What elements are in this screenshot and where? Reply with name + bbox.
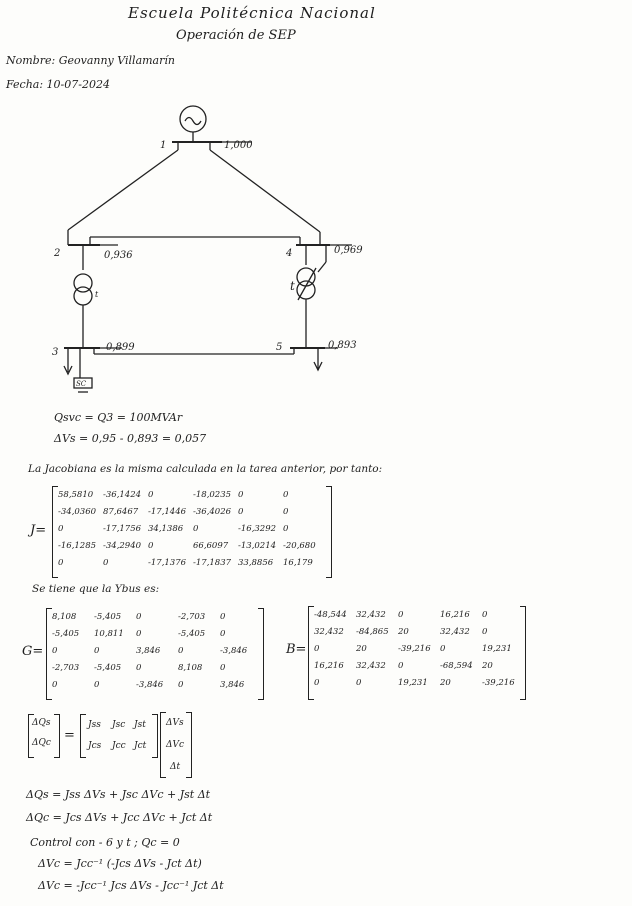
j-cell: 0 (148, 490, 154, 500)
bus-5-voltage: 0,893 (328, 340, 357, 351)
b-cell: 0 (482, 610, 488, 620)
j-cell: 0 (148, 541, 154, 551)
b-cell: -48,544 (314, 610, 347, 620)
g-cell: -5,405 (52, 629, 80, 639)
g-matrix-label: G= (22, 644, 44, 659)
j-cell: 0 (238, 507, 244, 517)
document-subtitle: Operación de SEP (176, 28, 296, 43)
g-cell: 0 (136, 629, 142, 639)
j-cell: -34,2940 (103, 541, 142, 551)
b-cell: -84,865 (356, 627, 389, 637)
b-cell: 32,432 (356, 661, 386, 671)
ybus-note: Se tiene que la Ybus es: (32, 583, 160, 595)
block-lhs-bottom: ΔQc (32, 738, 51, 748)
block-mid-bracket-right (152, 714, 158, 758)
j-cell: 58,5810 (58, 490, 94, 500)
b-cell: 20 (398, 627, 409, 637)
equation-dvc-1: ΔVc = Jcc⁻¹ (-Jcs ΔVs - Jct Δt) (38, 857, 202, 870)
jacobian-note: La Jacobiana es la misma calculada en la tarea anterior, por tanto: (28, 463, 383, 475)
block-jss: Jss (88, 720, 101, 730)
b-cell: 32,432 (314, 627, 344, 637)
block-jsc: Jsc (112, 720, 126, 730)
j-cell: -16,1285 (58, 541, 97, 551)
g-cell: -3,846 (220, 646, 248, 656)
g-cell: -5,405 (178, 629, 206, 639)
j-cell: 87,6467 (103, 507, 139, 517)
jacobian-label: J= (30, 523, 47, 538)
b-cell: 19,231 (398, 678, 428, 688)
block-equals: = (64, 728, 75, 743)
b-cell: 0 (482, 627, 488, 637)
j-cell: -34,0360 (58, 507, 97, 517)
block-lhs-top: ΔQs (32, 718, 51, 728)
transformer-left-bottom (74, 287, 92, 305)
b-cell: 20 (482, 661, 493, 671)
g-cell: -5,405 (94, 612, 122, 622)
j-cell: -13,0214 (238, 541, 277, 551)
delta-vs-equation: ΔVs = 0,95 - 0,893 = 0,057 (54, 432, 207, 445)
g-cell: -2,703 (52, 663, 80, 673)
j-cell: 0 (193, 524, 199, 534)
g-cell: 0 (94, 680, 100, 690)
tap-label-right: t (290, 279, 295, 293)
j-cell: -20,680 (283, 541, 316, 551)
qsvc-equation: Qsvc = Q3 = 100MVAr (54, 411, 183, 424)
b-cell: 0 (356, 678, 362, 688)
g-cell: 0 (94, 646, 100, 656)
j-cell: 0 (58, 524, 64, 534)
bus-4-voltage: 0,969 (334, 245, 363, 256)
g-cell: 8,108 (178, 663, 203, 673)
j-cell: 0 (58, 558, 64, 568)
g-cell: -5,405 (94, 663, 122, 673)
equation-dqs: ΔQs = Jss ΔVs + Jsc ΔVc + Jst Δt (26, 788, 211, 801)
j-cell: 66,6097 (193, 541, 229, 551)
power-system-diagram (0, 0, 632, 420)
b-cell: 19,231 (482, 644, 512, 654)
j-cell: -16,3292 (238, 524, 277, 534)
b-cell: 16,216 (314, 661, 344, 671)
b-cell: 0 (398, 610, 404, 620)
generator-symbol (180, 106, 206, 132)
j-cell: -36,1424 (103, 490, 142, 500)
g-cell: -3,846 (136, 680, 164, 690)
j-cell: 0 (103, 558, 109, 568)
block-rhs-dvs: ΔVs (166, 718, 184, 728)
g-cell: 0 (178, 646, 184, 656)
j-cell: 16,179 (283, 558, 313, 568)
b-cell: 0 (440, 644, 446, 654)
equation-dqc: ΔQc = Jcs ΔVs + Jcc ΔVc + Jct Δt (26, 811, 213, 824)
j-cell: 0 (238, 490, 244, 500)
g-cell: 0 (220, 663, 226, 673)
b-cell: 16,216 (440, 610, 470, 620)
g-cell: -2,703 (178, 612, 206, 622)
control-condition: Control con - 6 y t ; Qc = 0 (30, 836, 180, 849)
jacobian-bracket-right (326, 486, 332, 578)
b-cell: 32,432 (356, 610, 386, 620)
j-cell: -17,1756 (103, 524, 142, 534)
b-cell: -39,216 (482, 678, 515, 688)
j-cell: 34,1386 (148, 524, 184, 534)
block-lhs-bracket-right (54, 714, 60, 758)
g-cell: 0 (52, 646, 58, 656)
bus-1-label: 1 (160, 140, 167, 151)
block-rhs-dvc: ΔVc (166, 740, 185, 750)
tap-label-left: t (95, 290, 99, 299)
g-cell: 0 (52, 680, 58, 690)
j-cell: -17,1446 (148, 507, 187, 517)
g-cell: 3,846 (136, 646, 161, 656)
g-cell: 0 (220, 629, 226, 639)
student-name: Nombre: Geovanny Villamarín (6, 54, 175, 67)
b-cell: -39,216 (398, 644, 431, 654)
j-cell: -18,0235 (193, 490, 232, 500)
j-cell: 0 (283, 490, 289, 500)
bus-4-label: 4 (286, 248, 293, 259)
b-cell: 0 (314, 644, 320, 654)
j-cell: 0 (283, 524, 289, 534)
bus-3-voltage: 0,899 (106, 342, 135, 353)
bus-2-label: 2 (54, 248, 61, 259)
g-cell: 0 (178, 680, 184, 690)
b-matrix-label: B= (286, 642, 307, 657)
b-cell: 0 (398, 661, 404, 671)
block-rhs-dt: Δt (170, 762, 181, 772)
j-cell: 33,8856 (238, 558, 274, 568)
block-jcc: Jcc (112, 741, 126, 751)
equation-dvc-2: ΔVc = -Jcc⁻¹ Jcs ΔVs - Jcc⁻¹ Jct Δt (38, 879, 224, 892)
j-cell: -17,1837 (193, 558, 232, 568)
b-cell: 0 (314, 678, 320, 688)
g-cell: 0 (136, 663, 142, 673)
j-cell: -17,1376 (148, 558, 187, 568)
block-rhs-bracket-right (186, 712, 192, 778)
g-cell: 0 (220, 612, 226, 622)
block-jst: Jst (134, 720, 146, 730)
j-cell: -36,4026 (193, 507, 232, 517)
g-cell: 8,108 (52, 612, 77, 622)
svc-label: SC (76, 380, 87, 388)
bus-5-label: 5 (276, 342, 283, 353)
block-mid-bracket-left (80, 714, 86, 758)
bus-2-voltage: 0,936 (104, 250, 133, 261)
document-date: Fecha: 10-07-2024 (6, 78, 110, 91)
block-jcs: Jcs (88, 741, 102, 751)
block-jct: Jct (134, 741, 147, 751)
b-cell: 20 (440, 678, 451, 688)
g-cell: 10,811 (94, 629, 124, 639)
b-cell: -68,594 (440, 661, 473, 671)
g-cell: 0 (136, 612, 142, 622)
j-cell: 0 (283, 507, 289, 517)
bus-1-voltage: 1,000 (224, 140, 253, 151)
g-cell: 3,846 (220, 680, 245, 690)
document-title: Escuela Politécnica Nacional (128, 4, 376, 22)
g-bracket-right (258, 608, 264, 700)
b-cell: 20 (356, 644, 367, 654)
b-cell: 32,432 (440, 627, 470, 637)
bus-3-label: 3 (52, 347, 59, 358)
b-bracket-right (520, 606, 526, 700)
